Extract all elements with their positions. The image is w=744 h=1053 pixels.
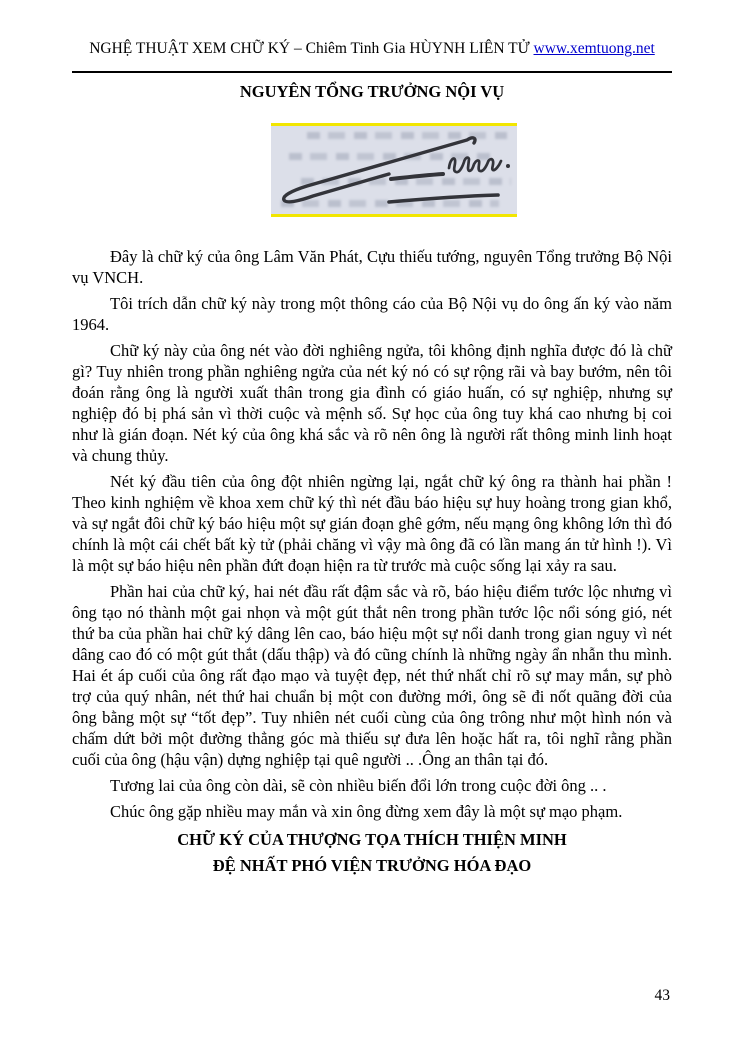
page-header <box>72 38 672 60</box>
paragraph: Chúc ông gặp nhiều may mắn và xin ông đừng xem đây là một sự mạo phạm. <box>110 802 623 821</box>
page-number: 43 <box>654 987 670 1004</box>
header-link[interactable]: www.xemtuong.net <box>533 40 655 57</box>
page-title: NGUYÊN TỔNG TRƯỞNG NỘI VỤ <box>239 82 505 101</box>
signature-scan-image <box>271 123 517 217</box>
paragraph: Tương lai của ông còn dài, sẽ còn nhiều biến đổi lớn trong cuộc đời ông .. . <box>110 776 607 795</box>
paragraph: Tôi trích dẫn chữ ký này trong một thông cáo của Bộ Nội vụ do ông ấn ký vào năm 1964. <box>72 294 672 334</box>
signature-strokes <box>271 126 517 214</box>
paragraph: Chữ ký này của ông nét vào đời nghiêng ngửa, tôi không định nghĩa được đó là chữ gì? Tuy nhiên trong phần nghiêng ngửa của nét ký nó có sự rộng rãi và bay bướm, nên tôi đoán rằng ông là người xuất thân trong gia đình có giáo huấn, có sự nghiệp, nhưng sự nghiệp đó bị phá sản vì thời cuộc và mệnh số. Sự học của ông tuy khá cao nhưng bị coi như là gián đoạn. Nét ký của ông khá sắc và rõ nên ông là người rất thông minh linh hoạt và chung thủy. <box>72 341 672 465</box>
header-title: NGHỆ THUẬT XEM CHỮ KÝ – Chiêm Tinh Gia HÙYNH LIÊN TỬ <box>89 40 530 57</box>
paragraph: Phần hai của chữ ký, hai nét đầu rất đậm sắc và rõ, báo hiệu điểm tước lộc nhưng vì ông tạo nó thành một gai nhọn và một gút thắt nên trong phần tước lộc nổi sóng gió, nét thứ ba của phần hai chữ ký dâng lên cao, báo hiệu một sự nổi danh trong gian nguy vì nét dâng cao đó có một gút thắt (dấu thập) và đó cũng chính là những ngày ẩn nhẫn thu mình. Hai ét áp cuối của ông rất đạo mạo và tuyệt đẹp, nét thứ nhất chỉ rõ sự may mắn, sự phò trợ của quý nhân, nét thứ hai chuẩn bị một con đường mới, ông sẽ đi nốt quãng đời của ông bằng một sự “tốt đẹp”. Tuy nhiên nét cuối cùng của ông trông như một hình nón và chấm dứt bởi một đường thẳng góc mà thiếu sự đưa lên hoặc hất ra, tôi nghĩ rằng phần cuối của ông (hậu vận) dựng nghiệp tại quê người .. .Ông an thân tại đó. <box>72 582 672 769</box>
header-divider <box>72 71 672 73</box>
article-body <box>72 246 672 822</box>
paragraph: Nét ký đầu tiên của ông đột nhiên ngừng lại, ngắt chữ ký ông ra thành hai phần ! Theo kinh nghiệm về khoa xem chữ ký thì nét đầu báo hiệu sự huy hoàng trong gian khổ, và sự ngắt đôi chữ ký báo hiệu một sự gián đoạn ghê gớm, nếu mạng ông không lớn thì đó chính là một cái chết bất kỳ tử (phải chăng vì vậy mà ông đã có lần mang án tử hình !). Vì là một sự báo hiệu nên phần đứt đoạn hiện ra từ trước mà cuộc sống lại xảy ra sau. <box>72 472 672 575</box>
closing-heading-1: CHỮ KÝ CỦA THƯỢNG TỌA THÍCH THIỆN MINH <box>177 830 567 849</box>
closing-heading-2: ĐỆ NHẤT PHÓ VIỆN TRƯỞNG HÓA ĐẠO <box>212 856 532 875</box>
paragraph: Đây là chữ ký của ông Lâm Văn Phát, Cựu thiếu tướng, nguyên Tổng trưởng Bộ Nội vụ VNCH. <box>72 247 672 287</box>
